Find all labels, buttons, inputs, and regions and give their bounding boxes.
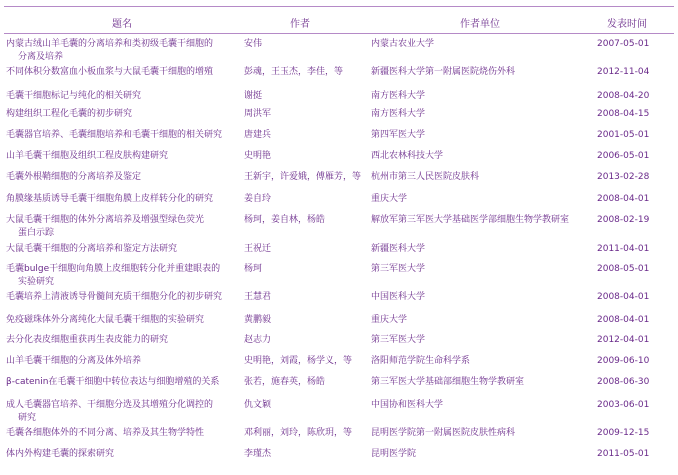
cell-author: 杨珂，姜自林，杨皓 — [244, 215, 326, 225]
cell-date: 2001-05-01 — [597, 130, 650, 140]
cell-unit: 第三军医大学 — [371, 264, 426, 274]
cell-title[interactable] — [6, 314, 234, 327]
cell-author: 张若，施春英，杨皓 — [244, 377, 326, 387]
cell-unit: 昆明医学院第一附属医院皮肤性病科 — [371, 428, 516, 438]
cell-date: 2011-05-01 — [597, 449, 650, 459]
cell-author: 赵志力 — [244, 335, 272, 345]
header-rule — [4, 33, 674, 34]
cell-title[interactable] — [6, 355, 234, 368]
cell-date: 2013-02-28 — [597, 172, 650, 182]
cell-title[interactable] — [6, 171, 234, 184]
cell-author: 仇文颖 — [244, 400, 272, 410]
cell-title[interactable] — [6, 263, 234, 289]
top-rule — [4, 6, 674, 7]
cell-title-line1: 毛囊干细胞标记与纯化的相关研究 — [6, 91, 142, 101]
cell-author: 王祝迁 — [244, 244, 272, 254]
cell-title-line1: 角膜缘基质诱导毛囊干细胞角膜上皮样转分化的研究 — [6, 194, 214, 204]
cell-author: 彭魂，王玉杰，李佳，等 — [244, 67, 344, 77]
cell-title[interactable] — [6, 291, 234, 304]
cell-date: 2008-06-30 — [597, 377, 650, 387]
cell-date: 2008-04-15 — [597, 109, 650, 119]
cell-date: 2006-05-01 — [597, 151, 650, 161]
cell-title-line1: 免疫磁珠体外分离纯化大鼠毛囊干细胞的实验研究 — [6, 315, 205, 325]
cell-title-line2: 实验研究 — [18, 277, 55, 287]
cell-title-line1: 不同体积分数富血小板血浆与大鼠毛囊干细胞的增殖 — [6, 67, 214, 77]
cell-date: 2008-04-01 — [597, 315, 650, 325]
cell-date: 2008-04-01 — [597, 292, 650, 302]
cell-title[interactable] — [6, 448, 234, 461]
cell-title-line1: 构建组织工程化毛囊的初步研究 — [6, 109, 133, 119]
cell-unit: 内蒙古农业大学 — [371, 39, 435, 49]
cell-author: 史明艳，刘霞，杨学义，等 — [244, 356, 353, 366]
cell-title[interactable] — [6, 243, 234, 256]
cell-author: 邓利丽，刘玲，陈欣玥，等 — [244, 428, 353, 438]
header-author: 作者 — [290, 19, 310, 30]
cell-title-line1: 体内外构建毛囊的探索研究 — [6, 449, 115, 459]
cell-unit: 杭州市第三人民医院皮肤科 — [371, 172, 480, 182]
cell-author: 唐建兵 — [244, 130, 272, 140]
cell-title-line2: 研究 — [18, 413, 37, 423]
cell-title[interactable] — [6, 129, 234, 142]
cell-unit: 南方医科大学 — [371, 91, 426, 101]
cell-date: 2008-04-01 — [597, 194, 650, 204]
header-unit: 作者单位 — [460, 19, 500, 30]
cell-author: 安伟 — [244, 39, 263, 49]
cell-unit: 解放军第三军医大学基础医学部细胞生物学教研室 — [371, 215, 570, 225]
cell-title-line1: 毛囊bulge干细胞向角膜上皮细胞转分化并重建眼表的 — [6, 264, 221, 274]
cell-author: 李瑾杰 — [244, 449, 272, 459]
cell-title-line1: 大鼠毛囊干细胞的分离培养和鉴定方法研究 — [6, 244, 178, 254]
cell-title[interactable] — [6, 214, 234, 240]
cell-title[interactable] — [6, 334, 234, 347]
cell-unit: 昆明医学院 — [371, 449, 417, 459]
cell-date: 2008-02-19 — [597, 215, 650, 225]
cell-date: 2009-12-15 — [597, 428, 650, 438]
cell-unit: 南方医科大学 — [371, 109, 426, 119]
cell-author: 王慧君 — [244, 292, 272, 302]
cell-date: 2008-04-20 — [597, 91, 650, 101]
cell-author: 姜自玲 — [244, 194, 272, 204]
cell-title-line1: 毛囊器官培养、毛囊细胞培养和毛囊干细胞的相关研究 — [6, 130, 223, 140]
cell-author: 杨珂 — [244, 264, 263, 274]
table-header — [0, 8, 678, 32]
cell-unit: 新疆医科大学 — [371, 244, 426, 254]
cell-author: 黄鹏毅 — [244, 315, 272, 325]
cell-unit: 第三军医大学 — [371, 335, 426, 345]
cell-title-line1: β-catenin在毛囊干细胞中转位表达与细胞增殖的关系 — [6, 377, 220, 387]
cell-title-line2: 蛋白示踪 — [18, 228, 55, 238]
cell-unit: 第三军医大学基础部细胞生物学教研室 — [371, 377, 525, 387]
cell-title-line1: 山羊毛囊干细胞的分离及体外培养 — [6, 356, 142, 366]
cell-date: 2012-11-04 — [597, 67, 650, 77]
cell-author: 王新宇，许爱娥，傅雁芳，等 — [244, 172, 362, 182]
cell-date: 2012-04-01 — [597, 335, 650, 345]
header-title: 题名 — [112, 19, 132, 30]
cell-title-line1: 去分化表皮细胞重获再生表皮能力的研究 — [6, 335, 169, 345]
cell-title[interactable] — [6, 66, 234, 79]
cell-unit: 第四军医大学 — [371, 130, 426, 140]
cell-title[interactable] — [6, 399, 234, 425]
cell-unit: 西北农林科技大学 — [371, 151, 444, 161]
cell-date: 2007-05-01 — [597, 39, 650, 49]
cell-author: 周洪军 — [244, 109, 272, 119]
cell-title[interactable] — [6, 108, 234, 121]
cell-unit: 重庆大学 — [371, 315, 408, 325]
cell-unit: 洛阳师范学院生命科学系 — [371, 356, 471, 366]
cell-title-line1: 内蒙古绒山羊毛囊的分离培养和类初级毛囊干细胞的 — [6, 39, 214, 49]
cell-title[interactable] — [6, 427, 234, 440]
cell-author: 史明艳 — [244, 151, 272, 161]
cell-title[interactable] — [6, 193, 234, 206]
cell-unit: 中国医科大学 — [371, 292, 426, 302]
cell-title[interactable] — [6, 376, 234, 389]
cell-date: 2008-05-01 — [597, 264, 650, 274]
cell-date: 2003-06-01 — [597, 400, 650, 410]
cell-title[interactable] — [6, 90, 234, 103]
header-date: 发表时间 — [607, 19, 647, 30]
cell-author: 谢挺 — [244, 91, 263, 101]
cell-title-line1: 大鼠毛囊干细胞的体外分离培养及增强型绿色荧光 — [6, 215, 205, 225]
cell-title-line1: 成人毛囊器官培养、干细胞分选及其增殖分化调控的 — [6, 400, 214, 410]
cell-title-line2: 分离及培养 — [18, 52, 64, 62]
cell-title[interactable] — [6, 150, 234, 163]
cell-unit: 中国协和医科大学 — [371, 400, 444, 410]
cell-date: 2011-04-01 — [597, 244, 650, 254]
cell-title-line1: 毛囊各细胞体外的不同分离、培养及其生物学特性 — [6, 428, 205, 438]
cell-unit: 新疆医科大学第一附属医院烧伤外科 — [371, 67, 516, 77]
cell-title-line1: 毛囊培养上清液诱导骨髓间充质干细胞分化的初步研究 — [6, 292, 223, 302]
cell-title-line1: 毛囊外根鞘细胞的分离培养及鉴定 — [6, 172, 142, 182]
cell-title-line1: 山羊毛囊干细胞及组织工程皮肤构建研究 — [6, 151, 169, 161]
cell-date: 2009-06-10 — [597, 356, 650, 366]
cell-title[interactable] — [6, 38, 234, 64]
cell-unit: 重庆大学 — [371, 194, 408, 204]
